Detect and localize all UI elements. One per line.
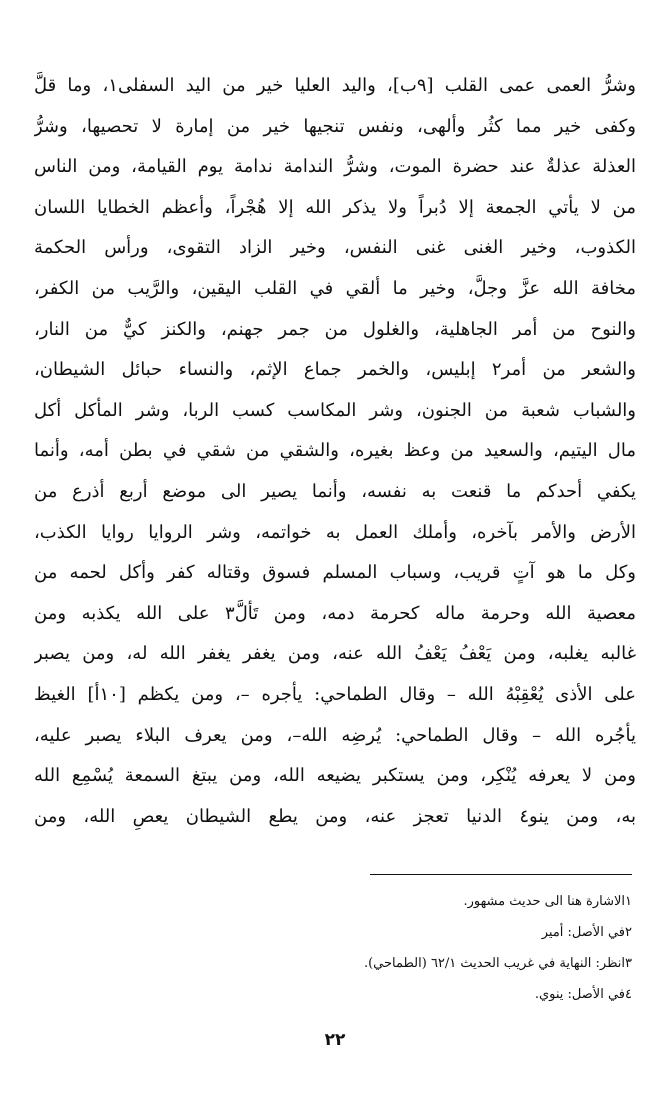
footnote-3: ٣انظر: النهاية في غريب الحديث ٦٢/١ (الطماحي). — [363, 956, 632, 971]
text-line: والنوح من أمر الجاهلية، والغلول من جمر جهنم، والكنز كيٌّ من النار، — [34, 318, 636, 340]
footnotes — [72, 886, 632, 1010]
text-line: مال اليتيم، والسعيد من وعظ بغيره، والشقي من شقي في بطن أمه، وأنما — [34, 440, 636, 462]
footnote-4: ٤في الأصل: ينوي. — [534, 987, 632, 1002]
footnote-1: ١الاشارة هنا الى حديث مشهور. — [463, 894, 632, 909]
text-line: ومن لا يعرفه يُنْكِر، ومن يستكبر يضيعه الله، ومن يبتغ السمعة يُسْمِع الله — [34, 765, 636, 787]
text-line: والشعر من أمر٢ إبليس، والخمر جماع الإثم، والنساء حبائل الشيطان، — [34, 359, 636, 381]
body-text — [34, 66, 636, 837]
text-line: الكذوب، وخير الغنى غنى النفس، وخير الزاد التقوى، ورأس الحكمة — [34, 237, 636, 259]
text-line: وكفى خير مما كثُر وألهى، ونفس تنجيها خير من إمارة لا تحصيها، وشرُّ — [34, 115, 636, 137]
text-line: والشباب شعبة من الجنون، وشر المكاسب كسب الربا، وشر المأكل أكل — [34, 399, 636, 421]
text-line: يأجُره الله – وقال الطماحي: يُرضِه الله–، ومن يعرف البلاء يصبر عليه، — [34, 724, 636, 746]
text-line: الأرض والأمر بآخره، وأملك العمل به خواتمه، وشر الروايا روايا الكذب، — [34, 521, 636, 543]
text-line: يكفي أحدكم ما قنعت به نفسه، وأنما يصير الى موضع أربع أذرع من — [34, 480, 636, 502]
text-line: العذلة عذلةٌ عند حضرة الموت، وشرُّ الندامة ندامة يوم القيامة، ومن الناس — [34, 156, 636, 178]
text-line: وشرُّ العمى عمى القلب [٩ب]، واليد العليا خير من اليد السفلى١، وما قلَّ — [34, 75, 636, 96]
page-number: ٢٢ — [324, 1030, 346, 1050]
footnote-divider — [370, 874, 632, 875]
text-line: وكل ما هو آتٍ قريب، وسباب المسلم فسوق وقتاله كفر وأكل لحمه من — [34, 562, 636, 584]
text-line: من لا يأتي الجمعة إلا دُبراً ولا يذكر الله إلا هُجْراً، وأعظم الخطايا اللسان — [34, 196, 636, 218]
text-line: على الأذى يُعْقِبْهُ الله – وقال الطماحي: يأجره –، ومن يكظم [١٠أ] الغيظ — [34, 683, 636, 705]
text-line: به، ومن ينو٤ الدنيا تعجز عنه، ومن يطع الشيطان يعصِ الله، ومن — [34, 805, 636, 827]
text-line: معصية الله وحرمة ماله كحرمة دمه، ومن تَألَّ٣ على الله يكذبه ومن — [34, 602, 636, 624]
text-line: غالبه يغلبه، ومن يَعْفُ يَعْفُ الله عنه، ومن يغفر يغفر الله له، ومن يصبر — [34, 643, 636, 665]
text-line: مخافة الله عزَّ وجلَّ، وخير ما ألقي في القلب اليقين، والرَّيب من الكفر، — [34, 277, 636, 299]
footnote-2: ٢في الأصل: أمير — [541, 925, 632, 940]
